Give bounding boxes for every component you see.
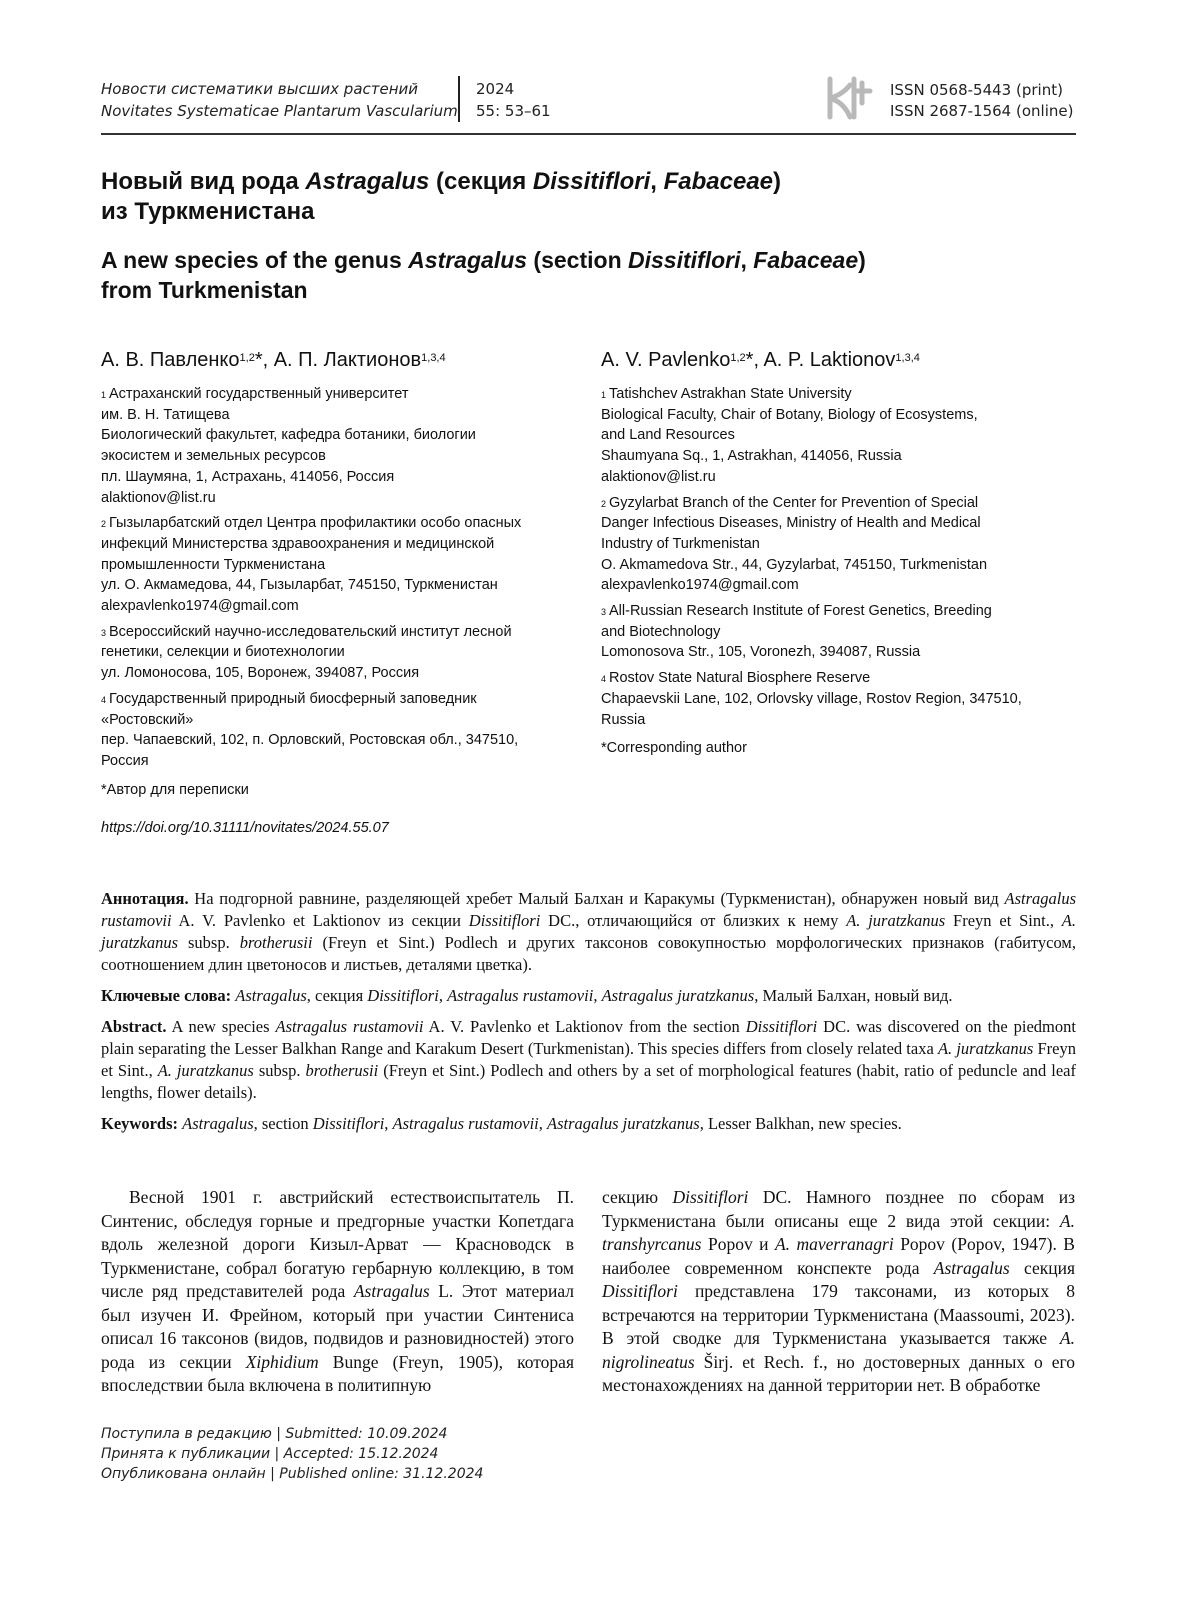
author-name: А. П. Лактионов: [273, 349, 422, 371]
keyword-text: ,: [438, 986, 448, 1005]
abstract-text: (Freyn et Sint.) Podlech and others by a set of morphological features (habit, ratio of peduncle and leaf lengths, flower details).: [101, 1061, 1076, 1102]
affiliation-line: Государственный природный биосферный заповедник: [109, 690, 477, 707]
author-separator: *,: [745, 349, 764, 371]
author-name: A. V. Pavlenko: [601, 349, 731, 371]
affiliation-line: Биологический факультет, кафедра ботаники, биологии: [101, 427, 476, 444]
title-ru-text: ,: [650, 168, 664, 195]
title-en-text: A new species of the genus: [101, 247, 409, 273]
taxon-name: A. juratzkanus: [937, 1039, 1034, 1058]
keyword-text: ,: [538, 1114, 548, 1133]
journal-title: [101, 78, 458, 122]
annotation-label: Аннотация.: [101, 889, 189, 908]
author-separator: *,: [254, 349, 274, 371]
author-affil-sup: 1,3,4: [895, 352, 920, 364]
affiliation-line: инфекций Министерства здравоохранения и медицинской: [101, 535, 495, 552]
affiliation-number: 1: [601, 390, 607, 400]
body-text: Popov (Popov, 1947). В наиболее современном конспекте рода: [602, 1234, 1075, 1278]
affiliation-line: and Land Resources: [601, 427, 735, 444]
keyword: Astragalus rustamovii: [447, 986, 594, 1005]
keyword: Astragalus juratzkanus: [601, 986, 755, 1005]
header-rule: [101, 133, 1076, 135]
author-affil-sup: 1,3,4: [421, 352, 446, 364]
keyword-text: , Lesser Balkhan, new species.: [699, 1114, 902, 1133]
taxon-name: A. nigrolineatus: [602, 1328, 1075, 1372]
keyword-text: , Малый Балхан, новый вид.: [754, 986, 953, 1005]
issue-info: [476, 78, 551, 122]
journal-title-ru: Новости систематики высших растений: [101, 80, 419, 98]
authors-ru: [101, 347, 446, 373]
abstract-block: [101, 888, 1076, 1144]
abstract-en: [101, 1016, 1076, 1104]
affiliation-line: Всероссийский научно-исследовательский институт лесной: [109, 623, 512, 640]
accepted-date: Принята к публикации | Accepted: 15.12.2024: [101, 1446, 439, 1462]
body-text: секция: [1009, 1257, 1076, 1278]
affiliation-line: Gyzylarbat Branch of the Center for Prevention of Special: [609, 494, 979, 511]
corresponding-author-note: *Автор для переписки: [101, 781, 249, 798]
affiliation-line: пер. Чапаевский, 102, п. Орловский, Ростовская обл., 347510,: [101, 732, 519, 749]
taxon-name: Astragalus: [353, 1281, 430, 1301]
affiliation-line: пл. Шаумяна, 1, Астрахань, 414056, Россия: [101, 468, 395, 485]
title-en-text: ): [858, 247, 866, 273]
title-ru: [101, 167, 1061, 227]
keywords-label: Keywords:: [101, 1114, 178, 1133]
keyword-text: ,: [384, 1114, 393, 1133]
affiliation-line: Russia: [601, 711, 646, 728]
taxon-name: Dissitiflori: [602, 1281, 678, 1301]
affiliation-line: Гызыларбатский отдел Центра профилактики особо опасных: [109, 515, 522, 532]
keyword: Dissitiflori: [367, 986, 439, 1005]
body-text: Popov и: [701, 1234, 775, 1254]
affiliation-line: генетики, селекции и биотехнологии: [101, 644, 345, 661]
abstract-label: Abstract.: [101, 1017, 167, 1036]
taxon-name: brotherusii: [305, 1061, 379, 1080]
author-affil-sup: 1,2: [730, 352, 746, 364]
annotation-text: (Freyn et Sint.) Podlech и других таксонов совокупностью морфологических признаков (габитусом, соотношением длин цветоносов и листьев, деталями цветка).: [101, 933, 1076, 974]
abstract-text: DC. was discovered on the piedmont plain separating the Lesser Balkhan Range and Karakum Desert (Turkmenistan). This species differs from closely related taxa: [101, 1017, 1076, 1058]
affiliation-line: ул. О. Акмамедова, 44, Гызыларбат, 745150, Туркменистан: [101, 577, 498, 594]
affiliation-line: Shaumyana Sq., 1, Astrakhan, 414056, Russia: [601, 448, 902, 465]
body-text: DC. Намного позднее по сборам из Туркменистана были описаны еще 2 вида этой секции:: [602, 1187, 1075, 1231]
journal-title-en: Novitates Systematicae Plantarum Vascularium: [101, 102, 458, 120]
affiliation: [101, 689, 581, 772]
body-text: секцию: [602, 1187, 673, 1207]
taxon-name: Astragalus rustamovii: [101, 889, 1076, 930]
taxon-name: Astragalus rustamovii: [275, 1017, 424, 1036]
taxon-name: A. transhyrcanus: [602, 1210, 1075, 1254]
affiliation-line: Rostov State Natural Biosphere Reserve: [609, 670, 871, 687]
affiliation-number: 4: [101, 694, 107, 705]
affiliation-line: «Ростовский»: [101, 711, 194, 728]
annotation-text: На подгорной равнине, разделяющей хребет Малый Балхан и Каракумы (Туркменистан), обнаружен новый вид: [188, 889, 1005, 908]
authors-en: [601, 347, 920, 373]
taxon-name: Dissitiflori: [672, 1187, 749, 1207]
taxon-name: A. juratzkanus: [846, 911, 946, 930]
title-ru-section: Dissitiflori: [532, 168, 651, 195]
taxon-name: A. juratzkanus: [101, 911, 1077, 952]
submitted-date: Поступила в редакцию | Submitted: 10.09.2024: [101, 1426, 448, 1442]
affiliation-line: экосистем и земельных ресурсов: [101, 448, 326, 465]
title-en-section: Dissitiflori: [628, 247, 741, 273]
body-column-right: [602, 1186, 1075, 1398]
title-en: [101, 245, 1061, 305]
body-column-left: [101, 1186, 574, 1398]
issn-block: [890, 80, 1073, 122]
title-ru-line2: из Туркменистана: [101, 198, 315, 225]
author-name: A. P. Laktionov: [763, 349, 896, 371]
body-text: Širj. et Rech. f., но достоверных данных о его местонахождениях на данной территории нет. В обработке: [602, 1351, 1075, 1395]
keyword-text: , секция: [306, 986, 368, 1005]
affiliation-number: 1: [101, 390, 107, 400]
title-en-family: Fabaceae: [753, 247, 859, 273]
affiliation: [601, 668, 1081, 730]
taxon-name: Dissitiflori: [745, 1017, 818, 1036]
affiliation: [601, 601, 1081, 663]
article-dates: [101, 1424, 483, 1484]
header-divider: [458, 76, 460, 122]
taxon-name: Xiphidium: [245, 1351, 319, 1372]
affiliation-line: Tatishchev Astrakhan State University: [609, 386, 852, 402]
keyword: Dissitiflori: [312, 1114, 385, 1133]
affiliation: [101, 622, 581, 684]
taxon-name: brotherusii: [239, 933, 313, 952]
keywords-label: Ключевые слова:: [101, 986, 232, 1005]
title-ru-text: Новый вид рода: [101, 168, 306, 195]
affiliation: [601, 384, 1081, 488]
affiliation-email: alaktionov@list.ru: [601, 468, 716, 485]
body-paragraph: [101, 1186, 574, 1398]
affiliation: [101, 384, 581, 508]
keyword: Astragalus rustamovii: [392, 1114, 539, 1133]
affiliation-line: ул. Ломоносова, 105, Воронеж, 394087, Россия: [101, 665, 420, 682]
affiliations-en: [601, 384, 1081, 759]
published-date: Опубликована онлайн | Published online: 31.12.2024: [101, 1466, 484, 1482]
affiliation-number: 2: [101, 519, 107, 530]
keywords-en: [101, 1113, 1076, 1135]
title-ru-text: (секция: [429, 168, 533, 195]
issue-volume-pages: 55: 53–61: [476, 102, 551, 120]
affiliation-line: Chapaevskii Lane, 102, Orlovsky village, Rostov Region, 347510,: [601, 690, 1022, 707]
title-ru-family: Fabaceae: [663, 168, 774, 195]
affiliation-line: Industry of Turkmenistan: [601, 535, 760, 552]
taxon-name: Astragalus: [933, 1257, 1010, 1278]
author-name: А. В. Павленко: [101, 349, 240, 371]
keyword-text: ,: [593, 986, 602, 1005]
keyword: Astragalus juratzkanus: [547, 1114, 700, 1133]
keyword: Astragalus: [182, 1114, 254, 1133]
body-text: Bunge (Freyn, 1905), которая впоследствии была включена в политипную: [101, 1351, 574, 1395]
title-en-text: ,: [740, 247, 754, 273]
abstract-text: A new species: [166, 1017, 276, 1036]
annotation-text: DC., отличающийся от близких к нему: [540, 911, 847, 930]
affiliation-line: Россия: [101, 752, 149, 769]
affiliation-number: 2: [601, 498, 607, 509]
abstract-text: Freyn et Sint.,: [101, 1039, 1076, 1080]
taxon-name: Dissitiflori: [468, 911, 541, 930]
affiliation-number: 3: [601, 607, 607, 618]
annotation-text: subsp.: [178, 933, 240, 952]
annotation-text: Freyn et Sint.,: [945, 911, 1062, 930]
corresponding-author-note: *Corresponding author: [601, 740, 747, 757]
affiliation-line: промышленности Туркменистана: [101, 556, 326, 573]
journal-logo-icon: [820, 73, 876, 123]
issn-online: ISSN 2687-1564 (online): [890, 102, 1074, 120]
annotation-text: A. V. Pavlenko et Laktionov из секции: [171, 911, 469, 930]
issue-year: 2024: [476, 80, 515, 98]
affiliation-number: 4: [601, 674, 607, 685]
affiliation-line: O. Akmamedova Str., 44, Gyzylarbat, 745150, Turkmenistan: [601, 556, 988, 573]
title-en-text: (section: [527, 247, 629, 273]
affiliation-line: им. В. Н. Татищева: [101, 406, 230, 423]
body-text: L. Этот материал был изучен И. Фрейном, который при участии Синтениса описал 16 таксонов (видов, подвидов и разновидностей) этого рода из секции: [101, 1281, 574, 1372]
affiliation-line: Biological Faculty, Chair of Botany, Biology of Ecosystems,: [601, 406, 978, 423]
affiliation-email: alaktionov@list.ru: [101, 489, 216, 506]
affiliation-line: Danger Infectious Diseases, Ministry of Health and Medical: [601, 515, 981, 532]
affiliation-email: alexpavlenko1974@gmail.com: [601, 577, 799, 594]
affiliation-line: Lomonosova Str., 105, Voronezh, 394087, Russia: [601, 644, 921, 661]
affiliation-line: and Biotechnology: [601, 623, 721, 640]
affiliation-number: 3: [101, 627, 107, 638]
body-text: представлена 179 таксонами, из которых 8 встречаются на территории Туркменистана (Maassoumi, 2023). В этой сводке для Туркменистана указывается также: [602, 1281, 1075, 1348]
abstract-text: A. V. Pavlenko et Laktionov from the section: [423, 1017, 746, 1036]
title-ru-genus: Astragalus: [305, 168, 430, 195]
affiliations-ru: [101, 384, 581, 800]
title-ru-text: ): [773, 168, 782, 195]
keyword: Astragalus: [235, 986, 307, 1005]
taxon-name: A. maverranagri: [774, 1234, 894, 1254]
title-en-line2: from Turkmenistan: [101, 277, 308, 303]
issn-print: ISSN 0568-5443 (print): [890, 81, 1063, 99]
doi-link[interactable]: https://doi.org/10.31111/novitates/2024.55.07: [101, 820, 389, 836]
affiliation-line: All-Russian Research Institute of Forest Genetics, Breeding: [609, 603, 992, 620]
affiliation-email: alexpavlenko1974@gmail.com: [101, 598, 299, 615]
affiliation: [101, 513, 581, 617]
keywords-ru: [101, 985, 1076, 1007]
body-text: Весной 1901 г. австрийский естествоиспытатель П. Синтенис, обследуя горные и предгорные участки Копетдага вдоль железной дороги Кизыл-Арват — Красноводск в Туркменистане, собрал богатую гербарную коллекцию, в том числе ряд представителей рода: [101, 1187, 574, 1301]
keyword-text: , section: [253, 1114, 313, 1133]
affiliation-line: Астраханский государственный университет: [109, 386, 409, 402]
taxon-name: A. juratzkanus: [157, 1061, 254, 1080]
annotation-ru: [101, 888, 1076, 976]
affiliation: [601, 493, 1081, 597]
title-en-genus: Astragalus: [408, 247, 528, 273]
body-paragraph: [602, 1186, 1075, 1398]
author-affil-sup: 1,2: [239, 352, 255, 364]
abstract-text: subsp.: [253, 1061, 306, 1080]
